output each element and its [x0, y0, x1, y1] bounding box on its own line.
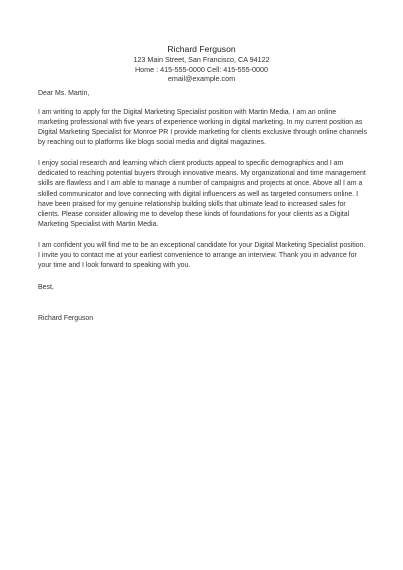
sender-email: email@example.com [167, 74, 236, 84]
paragraph-closing-request: I am confident you will find me to be an exceptional candidate for your Digital Marketing Specialist position. I invite you to contact me at your earliest convenience to arrange an interview. Thank you in advance for your time and I look forward to speaking with you. [38, 242, 366, 270]
letter-body [38, 89, 367, 324]
paragraph-intro: I am writing to apply for the Digital Marketing Specialist position with Martin Media. I am an online marketing professional with five years of experience working in digital marketing. In my current position as Digital Marketing Specialist for Monroe PR I provide marketing for clients exclusive through online channels by reaching out to platforms like blogs social media and digital magazines. [38, 108, 367, 146]
sender-address: 123 Main Street, San Francisco, CA 94122 [133, 55, 270, 64]
paragraph-skills: I enjoy social research and learning which client products appeal to specific demographics and I am dedicated to reaching potential buyers through innovative means. My organizational and time management skills are flawless and I am able to manage a number of campaigns and projects at once. Above all I am a skilled communicator and love connecting with digital influencers as well as targeted consumers online. I have been praised for my genuine relationship building skills that ultimate lead to increased sales for clients. Please consider allowing me to develop these kinds of foundations for your clients as a Digital Marketing Specialist with Martin Media. [38, 160, 366, 228]
salutation: Dear Ms. Martin, [38, 90, 90, 97]
signature: Richard Ferguson [38, 315, 94, 323]
letter-header [0, 43, 403, 84]
sender-name: Richard Ferguson [167, 44, 236, 54]
sender-phones: Home : 415-555-0000 Cell: 415-555-0000 [134, 64, 269, 74]
closing: Best, [38, 283, 54, 291]
